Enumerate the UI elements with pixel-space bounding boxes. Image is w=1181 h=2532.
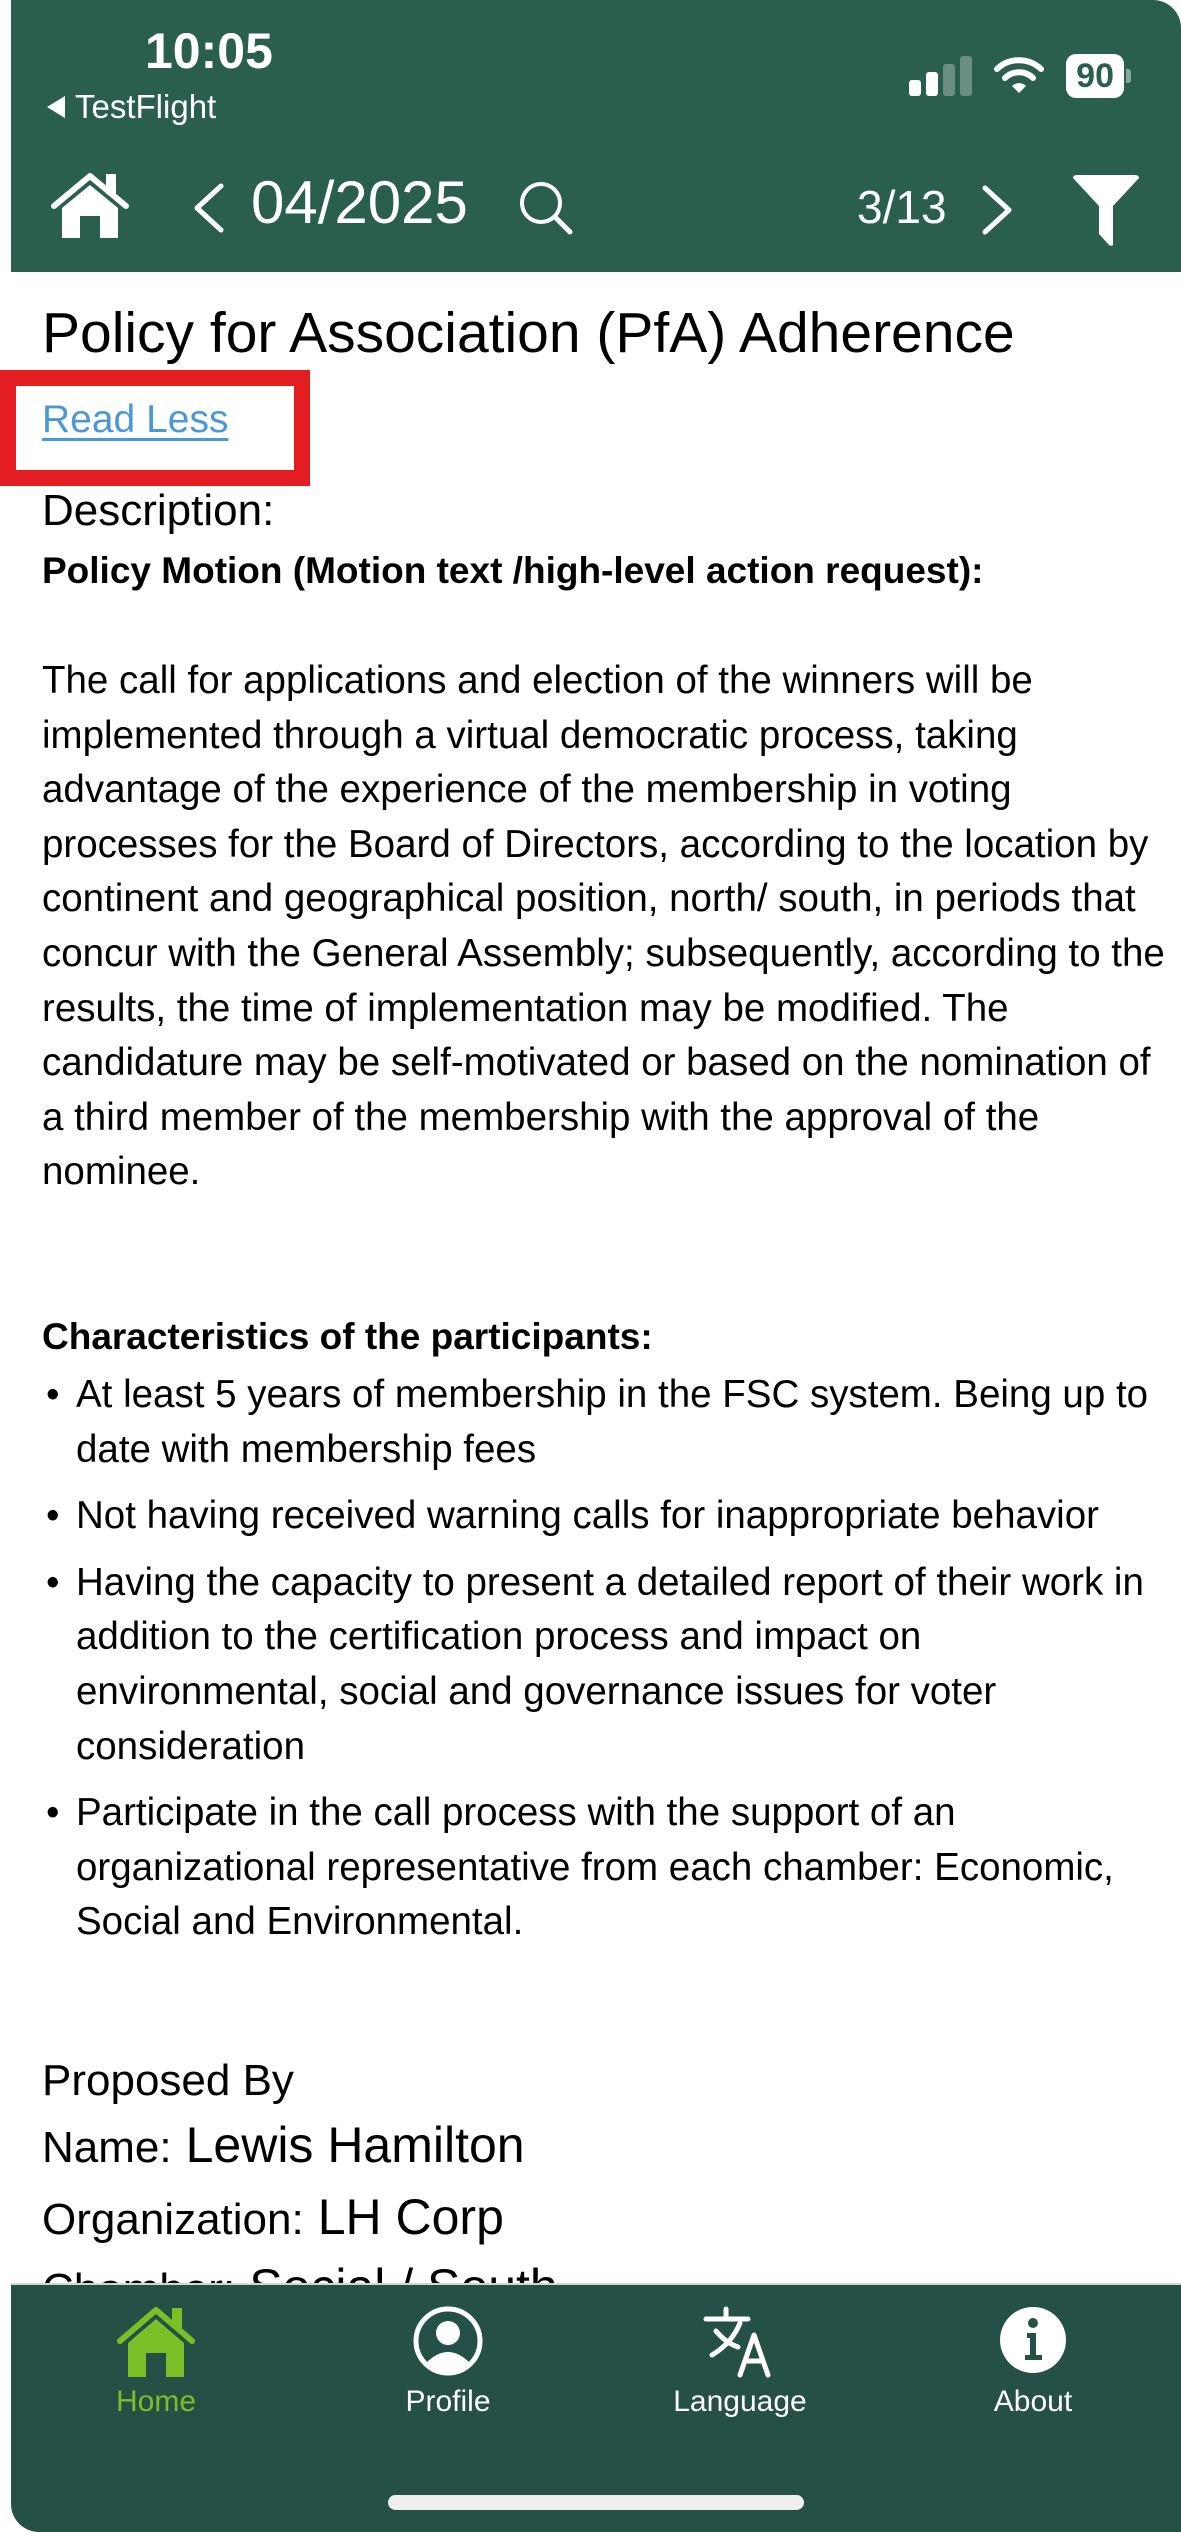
battery-icon [1066, 54, 1131, 98]
list-item: • Having the capacity to present a detailed report of their work in addition to the certification process and impact on environmental, social and governance issues for voter consideration [46, 1560, 1144, 1768]
chevron-right-icon[interactable] [979, 184, 1015, 236]
back-app-label: TestFlight [75, 88, 217, 125]
header-nav [11, 160, 1181, 254]
translate-icon [702, 2305, 778, 2379]
list-item: • At least 5 years of membership in the FSC system. Being up to date with membership fees [46, 1373, 1149, 1471]
filter-icon[interactable] [1071, 174, 1141, 248]
read-less-link[interactable]: Read Less [42, 398, 229, 441]
tab-language[interactable] [630, 2285, 850, 2435]
home-indicator[interactable] [388, 2495, 804, 2510]
status-icons [909, 54, 1131, 98]
info-icon [998, 2305, 1068, 2375]
profile-icon [412, 2305, 484, 2377]
characteristics-label: Characteristics of the participants: [42, 1316, 653, 1357]
tab-home-label: Home [115, 2385, 197, 2418]
back-arrow-icon [47, 96, 65, 118]
policy-motion-text: The call for applications and election of the winners will be implemented through a virtual democratic process, taking advantage of the experience of the membership in voting processes for the Board of Directors, according to the location by continent and geographical position, north/ south, in periods that concur with the General Assembly; subsequently, according to the results, the time of implementation may be modified. The candidature may be self-motivated or based on the nomination of a third member of the membership with the approval of the nominee. [42, 659, 1165, 1194]
search-icon[interactable] [516, 178, 576, 238]
cellular-signal-icon [909, 56, 972, 96]
name-value: Lewis Hamilton [185, 2117, 525, 2173]
battery-level: 90 [1066, 54, 1124, 98]
policy-motion-label: Policy Motion (Motion text /high-level action request): [42, 550, 984, 591]
policy-title: Policy for Association (PfA) Adherence [42, 301, 1015, 365]
current-period[interactable]: 04/2025 [251, 169, 468, 236]
proposer-organization [42, 2188, 504, 2246]
name-label: Name: [42, 2123, 172, 2172]
bottom-tab-bar [11, 2283, 1181, 2532]
list-item: • Not having received warning calls for inappropriate behavior [46, 1494, 1099, 1538]
home-icon[interactable] [50, 172, 130, 242]
chevron-left-icon[interactable] [191, 182, 227, 234]
tab-language-label: Language [673, 2385, 807, 2418]
tab-about-label: About [993, 2385, 1073, 2418]
organization-value: LH Corp [317, 2189, 504, 2245]
status-time: 10:05 [145, 23, 273, 79]
description-label: Description: [42, 486, 275, 535]
back-to-testflight[interactable] [47, 88, 216, 126]
tab-profile[interactable] [338, 2285, 558, 2435]
proposed-by-label: Proposed By [42, 2056, 294, 2105]
item-counter: 3/13 [857, 181, 947, 233]
home-icon [116, 2305, 196, 2379]
wifi-icon [994, 56, 1044, 96]
tab-home[interactable] [46, 2285, 266, 2435]
tab-profile-label: Profile [405, 2385, 491, 2418]
proposer-name [42, 2116, 525, 2174]
app-header [11, 0, 1181, 272]
organization-label: Organization: [42, 2195, 304, 2244]
tab-about[interactable] [923, 2285, 1143, 2435]
list-item: • Participate in the call process with the support of an organizational representative from each chamber: Economic, Social and Environmental. [46, 1791, 1114, 1944]
characteristics-list [42, 1368, 1177, 1962]
